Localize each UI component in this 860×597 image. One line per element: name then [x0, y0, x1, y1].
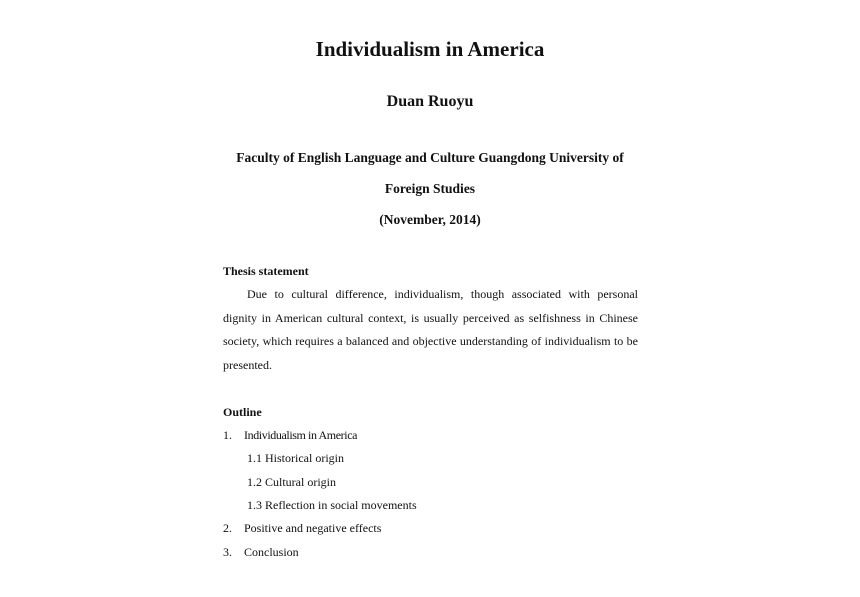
outline-item-label: Historical origin	[265, 451, 344, 465]
outline-item-number: 2.	[223, 521, 232, 535]
outline-item-number: 1.3	[247, 498, 262, 512]
document-date: (November, 2014)	[379, 212, 481, 227]
thesis-line: presented.	[223, 357, 272, 372]
outline-item-number: 1.	[223, 428, 232, 442]
outline-item	[223, 521, 381, 536]
outline-item	[223, 545, 299, 560]
author-name: Duan Ruoyu	[386, 93, 474, 110]
thesis-line: society, which requires a balanced and objective understanding of individualism to be	[223, 334, 638, 348]
document-title: Individualism in America	[315, 37, 545, 61]
thesis-line: dignity in American cultural context, is usually perceived as selfishness in Chinese	[223, 310, 638, 325]
outline-item-label: Positive and negative effects	[244, 521, 382, 535]
outline-item-label: Reflection in social movements	[265, 498, 417, 512]
outline-item-label: Individualism in America	[244, 428, 358, 442]
outline-subitem	[247, 475, 336, 490]
thesis-heading: Thesis statement	[223, 264, 309, 278]
outline-subitem	[247, 451, 344, 466]
outline-heading: Outline	[223, 405, 262, 419]
outline-item-label: Conclusion	[244, 545, 299, 559]
outline-item-number: 1.1	[247, 451, 262, 465]
affiliation-line-1: Faculty of English Language and Culture Guangdong University of	[236, 150, 624, 165]
affiliation-line-2: Foreign Studies	[384, 181, 476, 196]
outline-item	[223, 428, 357, 443]
outline-item-number: 3.	[223, 545, 232, 559]
thesis-paragraph	[223, 283, 638, 377]
outline-item-number: 1.2	[247, 475, 262, 489]
thesis-line: Due to cultural difference, individualism, though associated with personal	[247, 287, 638, 301]
outline-item-label: Cultural origin	[265, 475, 336, 489]
outline-subitem	[247, 498, 417, 513]
